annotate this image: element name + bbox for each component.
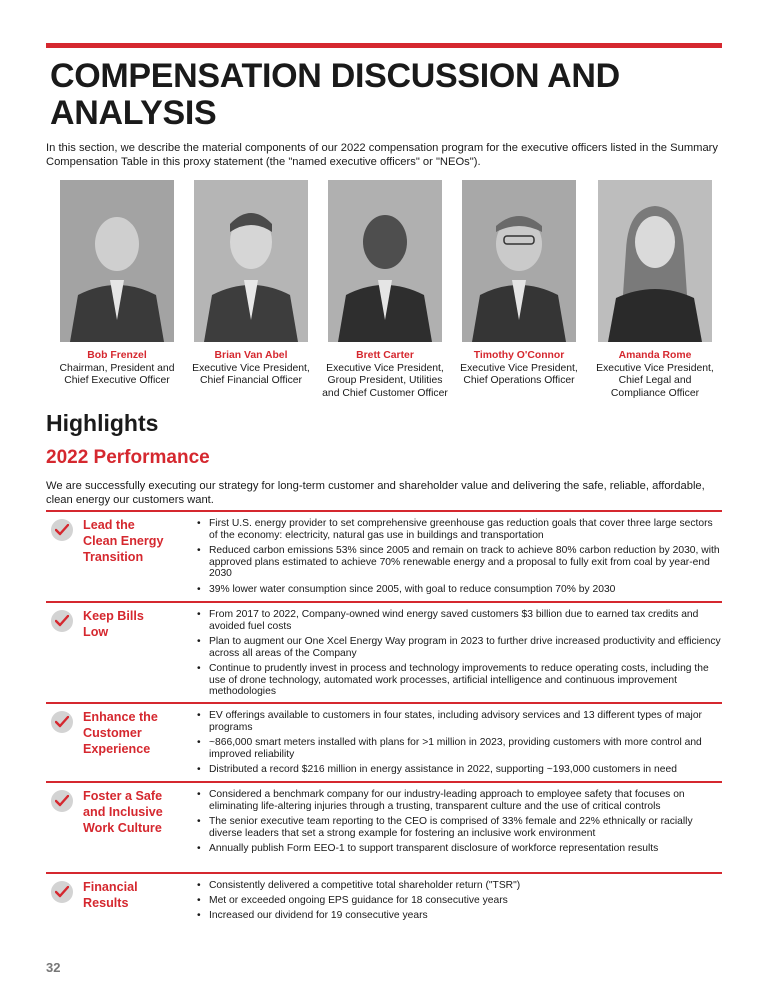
executive-card [50, 180, 184, 388]
executive-title: Executive Vice President, Group President, Utilities and Chief Customer Officer [322, 362, 448, 399]
executive-portrait [60, 180, 174, 342]
intro-paragraph: In this section, we describe the material components of our 2022 compensation program for the executive officers listed in the Summary Compensation Table in this proxy statement (the "named executive officers" or "NEOs"). [46, 142, 719, 168]
bullet-item: • EV offerings available to customers in four states, including advisory services and 13 different types of major programs [196, 710, 722, 733]
executive-title: Executive Vice President, Chief Operations Officer [460, 362, 578, 386]
section-bullets [196, 880, 722, 926]
executive-portrait [194, 180, 308, 342]
checkmark-icon [51, 790, 73, 812]
checkmark-icon [51, 610, 73, 632]
section-label: Keep Bills Low [83, 609, 144, 639]
bullet-item: • Consistently delivered a competitive total shareholder return ("TSR") [196, 880, 722, 892]
executive-card [588, 180, 722, 400]
section-bullets [196, 710, 722, 779]
bullet-item: • First U.S. energy provider to set comprehensive greenhouse gas reduction goals that cover three large sectors of the economy: electricity, natural gas use in buildings and transportation [196, 518, 722, 541]
top-accent-bar [46, 43, 722, 48]
executive-title: Executive Vice President, Chief Legal and Compliance Officer [596, 362, 714, 399]
bullet-item: • ~866,000 smart meters installed with plans for >1 million in 2023, providing customers with more control and improved reliability [196, 737, 722, 760]
highlight-section [46, 601, 722, 699]
section-bullets [196, 609, 722, 701]
executive-card [318, 180, 452, 400]
section-label: Financial Results [83, 880, 138, 910]
checkmark-icon [51, 881, 73, 903]
bullet-item: • The senior executive team reporting to the CEO is comprised of 33% female and 22% ethnically or racially diverse leaders that set a strong example for fostering an inclusive work environment [196, 816, 722, 839]
bullet-item: • From 2017 to 2022, Company-owned wind energy saved customers $3 billion due to earned tax credits and avoided fuel costs [196, 609, 722, 632]
section-divider [46, 510, 722, 512]
executive-name: Amanda Rome [618, 350, 692, 361]
highlight-section [46, 872, 722, 932]
bullet-item: • Reduced carbon emissions 53% since 2005 and remain on track to achieve 80% carbon reduction by 2030, with approved plans estimated to achieve 70% renewable energy and a proposal to fully exit from coal by year-end 2030 [196, 545, 722, 580]
highlight-section [46, 702, 722, 780]
performance-heading: 2022 Performance [46, 447, 210, 468]
section-divider [46, 872, 722, 874]
highlights-heading: Highlights [46, 410, 159, 436]
executive-portrait [328, 180, 442, 342]
highlight-section [46, 781, 722, 871]
section-bullets [196, 789, 722, 858]
page-number: 32 [46, 960, 61, 975]
executive-name: Timothy O'Connor [473, 350, 565, 361]
executive-portrait [462, 180, 576, 342]
section-divider [46, 702, 722, 704]
executive-title: Executive Vice President, Chief Financial Officer [192, 362, 310, 386]
performance-intro: We are successfully executing our strategy for long-term customer and shareholder value and delivering the safe, reliable, affordable, clean energy our customers want. [46, 480, 705, 506]
executive-portrait [598, 180, 712, 342]
executive-card [452, 180, 586, 388]
section-label: Lead the Clean Energy Transition [83, 518, 164, 564]
highlight-section [46, 510, 722, 598]
bullet-item: • Increased our dividend for 19 consecutive years [196, 910, 722, 922]
page-title: COMPENSATION DISCUSSION AND ANALYSIS [50, 57, 620, 132]
executive-name: Brett Carter [356, 350, 414, 361]
section-label: Foster a Safe and Inclusive Work Culture [83, 789, 163, 835]
checkmark-icon [51, 711, 73, 733]
bullet-item: • 39% lower water consumption since 2005, with goal to reduce consumption 70% by 2030 [196, 584, 722, 596]
executive-name: Brian Van Abel [214, 350, 288, 361]
executive-title: Chairman, President and Chief Executive Officer [59, 362, 175, 386]
bullet-item: • Distributed a record $216 million in energy assistance in 2022, supporting ~193,000 customers in need [196, 764, 722, 776]
executive-name: Bob Frenzel [87, 350, 147, 361]
executive-photos [0, 180, 768, 405]
section-bullets [196, 518, 722, 599]
bullet-item: • Plan to augment our One Xcel Energy Way program in 2023 to further drive increased productivity and efficiency across all areas of the Company [196, 636, 722, 659]
bullet-item: • Annually publish Form EEO-1 to support transparent disclosure of workforce representation results [196, 843, 722, 855]
section-label: Enhance the Customer Experience [83, 710, 158, 756]
executive-card [184, 180, 318, 388]
checkmark-icon [51, 519, 73, 541]
section-divider [46, 601, 722, 603]
bullet-item: • Considered a benchmark company for our industry-leading approach to employee safety that focuses on eliminating life-altering injuries through a trusting, transparent culture and the use of critical controls [196, 789, 722, 812]
bullet-item: • Continue to prudently invest in process and technology improvements to reduce operating costs, including the use of drone technology, automated work processes, artificial intelligence and continuous improvement methodologies [196, 663, 722, 698]
bullet-item: • Met or exceeded ongoing EPS guidance for 18 consecutive years [196, 895, 722, 907]
section-divider [46, 781, 722, 783]
